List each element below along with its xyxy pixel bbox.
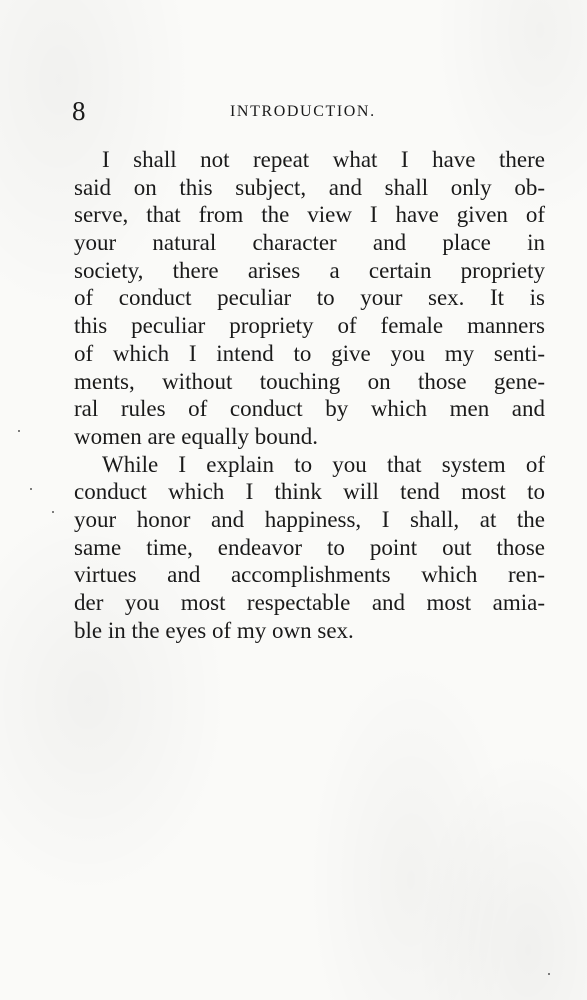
ink-speck	[548, 973, 550, 975]
ink-speck	[30, 488, 32, 490]
text-line: ble in the eyes of my own sex.	[74, 617, 354, 643]
ink-speck	[18, 430, 20, 432]
text-line: society, there arises a certain propriety	[74, 257, 545, 283]
page-header	[70, 96, 545, 126]
text-line: ments, without touching on those gene-	[74, 368, 545, 394]
text-line: women are equally bound.	[74, 423, 318, 449]
text-line: of conduct peculiar to your sex. It is	[74, 285, 545, 311]
body-text	[74, 146, 545, 644]
text-line: While I explain to you that system of	[102, 451, 545, 477]
text-line: your honor and happiness, I shall, at the	[74, 506, 545, 532]
text-line: conduct which I think will tend most to	[74, 479, 545, 505]
text-line: said on this subject, and shall only ob-	[74, 174, 545, 200]
text-line: virtues and accomplishments which ren-	[74, 562, 545, 588]
text-line: serve, that from the view I have given of	[74, 202, 545, 228]
text-line: of which I intend to give you my senti-	[74, 340, 545, 366]
ink-speck	[52, 511, 54, 513]
text-line: ral rules of conduct by which men and	[74, 396, 545, 422]
text-line: I shall not repeat what I have there	[102, 147, 545, 172]
text-line: your natural character and place in	[74, 230, 545, 256]
text-line: der you most respectable and most amia-	[74, 590, 545, 615]
text-line: same time, endeavor to point out those	[74, 534, 545, 560]
text-line: this peculiar propriety of female manners	[74, 313, 545, 339]
running-head: INTRODUCTION.	[230, 103, 376, 120]
page-number: 8	[72, 96, 86, 126]
